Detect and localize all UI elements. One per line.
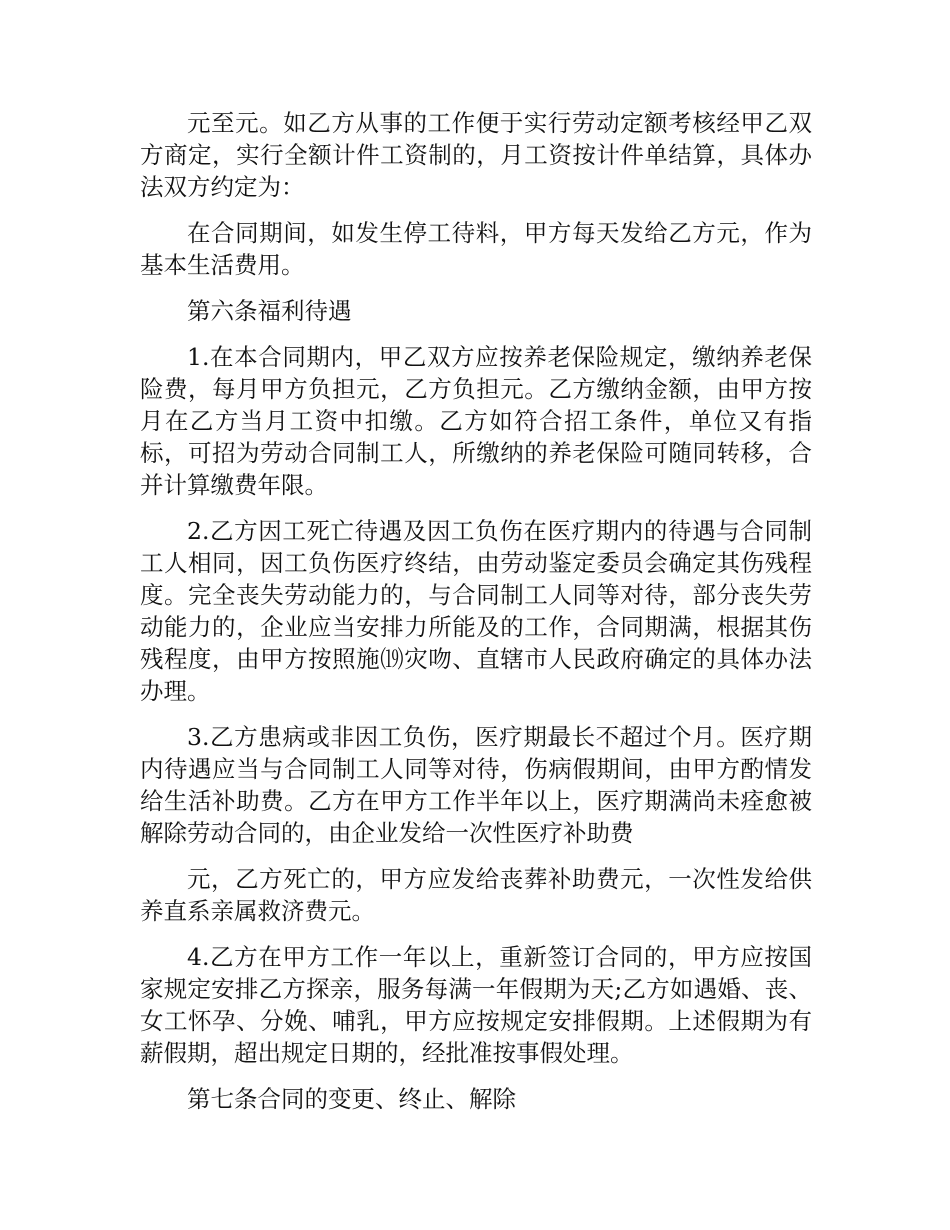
paragraph-work-stoppage: 在合同期间，如发生停工待料，甲方每天发给乙方元，作为基本生活费用。: [140, 219, 812, 279]
section-heading-contract-change: 第七条合同的变更、终止、解除: [187, 1085, 516, 1113]
paragraph-leave-holidays: 4.乙方在甲方工作一年以上，重新签订合同的，甲方应按国家规定安排乙方探亲，服务每满一年假期为天;乙方如遇婚、丧、女工怀孕、分娩、哺乳，甲方应按规定安排假期。上述假期为有薪假期，超出规定日期的，经批准按事假处理。: [140, 943, 812, 1067]
document-body: [140, 107, 812, 1129]
paragraph-illness-medical: 3.乙方患病或非因工负伤，医疗期最长不超过个月。医疗期内待遇应当与合同制工人同等对待，伤病假期间，由甲方酌情发给生活补助费。乙方在甲方工作半年以上，医疗期满尚未痊愈被解除劳动合同的，由企业发给一次性医疗补助费: [140, 723, 812, 847]
paragraph-work-injury: 2.乙方因工死亡待遇及因工负伤在医疗期内的待遇与合同制工人相同，因工负伤医疗终结，由劳动鉴定委员会确定其伤残程度。完全丧失劳动能力的，与合同制工人同等对待，部分丧失劳动能力的，企业应当安排力所能及的工作，合同期满，根据其伤残程度，由甲方按照施⒆灾吻、直辖市人民政府确定的具体办法办理。: [140, 517, 812, 705]
paragraph-pension-insurance: 1.在本合同期内，甲乙双方应按养老保险规定，缴纳养老保险费，每月甲方负担元，乙方负担元。乙方缴纳金额，由甲方按月在乙方当月工资中扣缴。乙方如符合招工条件，单位又有指标，可招为劳动合同制工人，所缴纳的养老保险可随同转移，合并计算缴费年限。: [140, 343, 812, 499]
paragraph-funeral-subsidy: 元，乙方死亡的，甲方应发给丧葬补助费元，一次性发给供养直系亲属救济费元。: [140, 865, 812, 925]
section-heading-welfare: 第六条福利待遇: [187, 297, 352, 325]
paragraph-wage-piecework: 元至元。如乙方从事的工作便于实行劳动定额考核经甲乙双方商定，实行全额计件工资制的，月工资按计件单结算，具体办法双方约定为：: [140, 109, 812, 201]
